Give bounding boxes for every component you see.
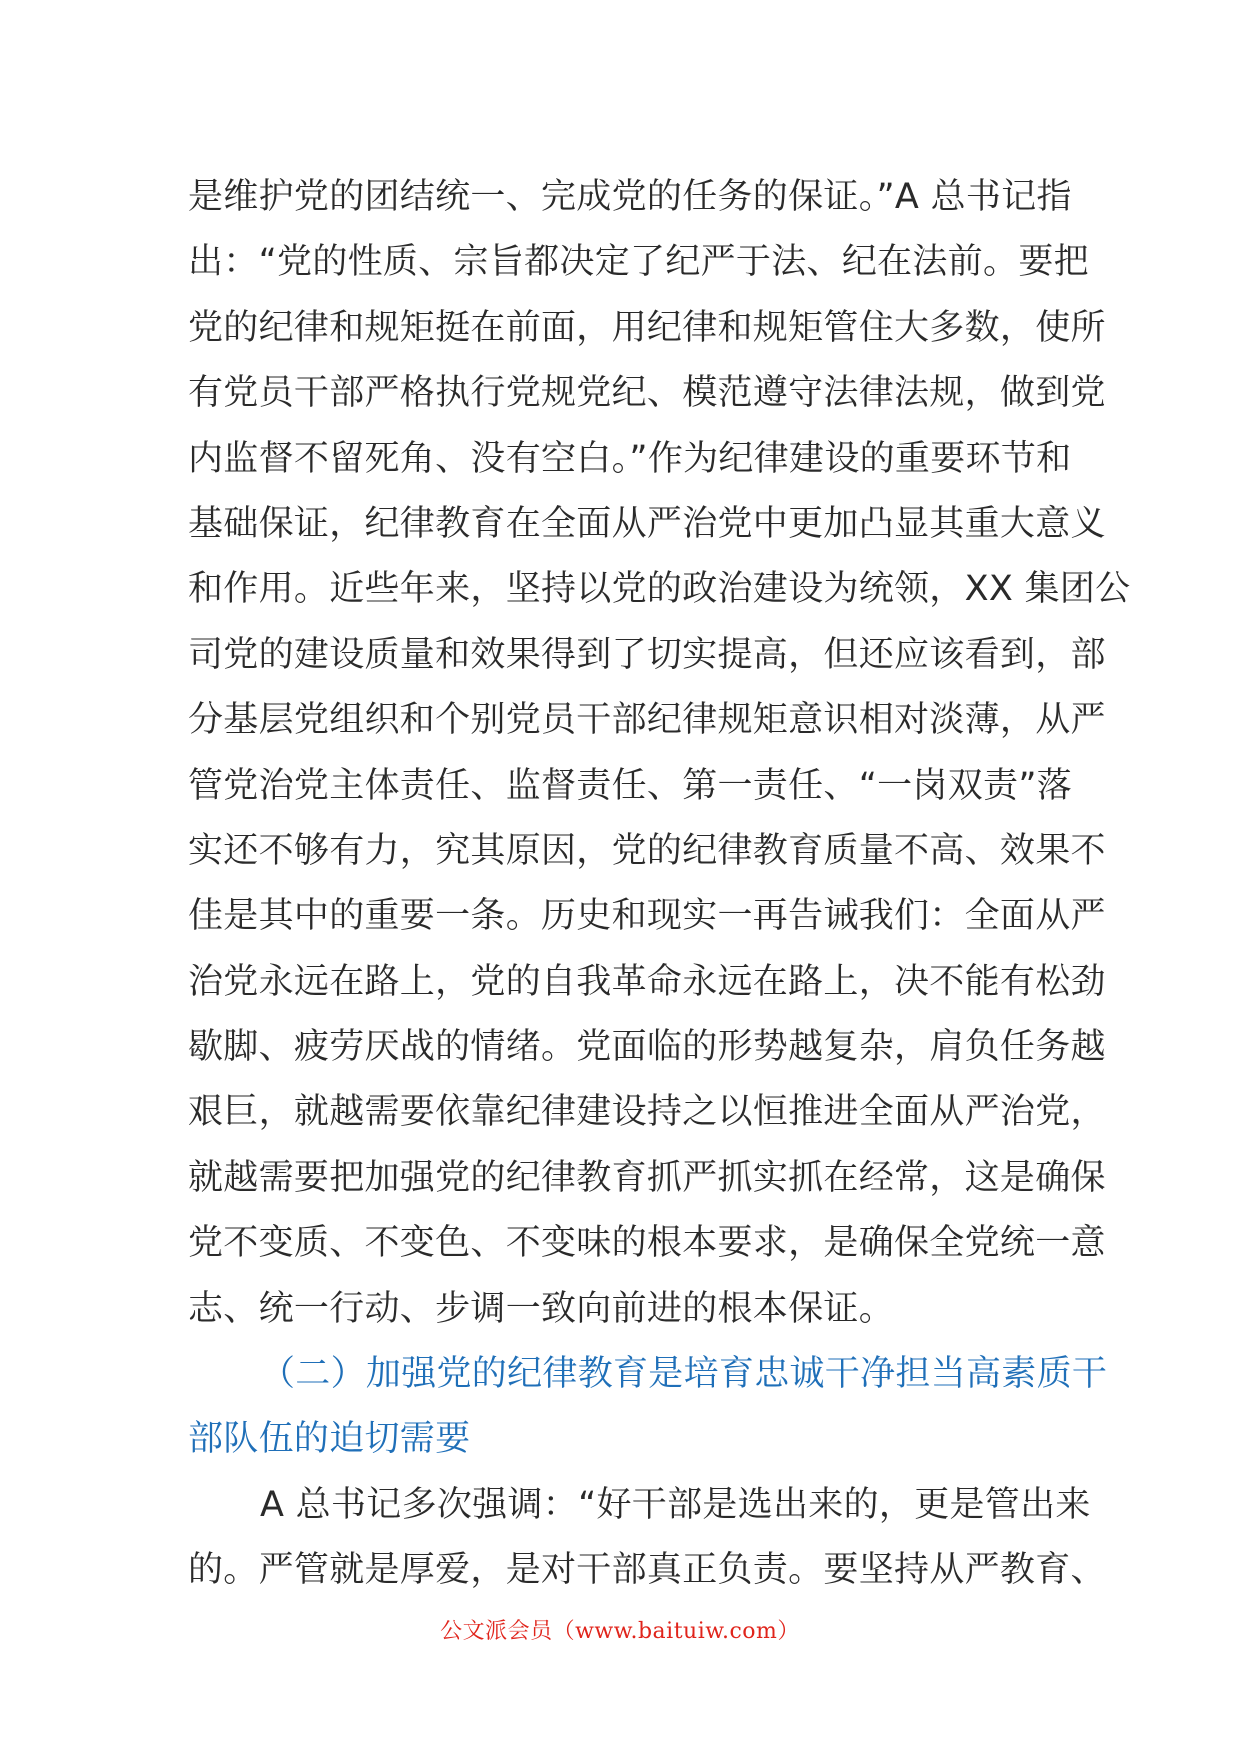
document-body <box>188 165 1131 1604</box>
body-line: 歇脚、疲劳厌战的情绪。党面临的形势越复杂，肩负任务越 <box>188 1027 1106 1068</box>
body-line: 司党的建设质量和效果得到了切实提高，但还应该看到，部 <box>188 634 1106 675</box>
body-line: 出：“党的性质、宗旨都决定了纪严于法、纪在法前。要把 <box>188 242 1089 283</box>
section-heading-line: （二）加强党的纪律教育是培育忠诚干净担当高素质干 <box>260 1354 1108 1395</box>
body-line: 实还不够有力，究其原因，党的纪律教育质量不高、效果不 <box>188 830 1106 871</box>
body-line: 分基层党组织和个别党员干部纪律规矩意识相对淡薄，从严 <box>188 700 1106 741</box>
footer-watermark: 公文派会员（www.baituiw.com） <box>440 1619 800 1644</box>
paragraph-line: A 总书记多次强调：“好干部是选出来的，更是管出来 <box>260 1484 1091 1525</box>
paragraph-line: 的。严管就是厚爱，是对干部真正负责。要坚持从严教育、 <box>188 1550 1106 1591</box>
section-heading-line: 部队伍的迫切需要 <box>188 1419 471 1460</box>
body-line: 治党永远在路上，党的自我革命永远在路上，决不能有松劲 <box>188 961 1106 1002</box>
body-line: 内监督不留死角、没有空白。”作为纪律建设的重要环节和 <box>188 438 1072 479</box>
body-line: 有党员干部严格执行党规党纪、模范遵守法律法规，做到党 <box>188 373 1106 414</box>
body-line: 是维护党的团结统一、完成党的任务的保证。”A 总书记指 <box>188 177 1072 217</box>
body-line: 佳是其中的重要一条。历史和现实一再告诫我们：全面从严 <box>188 896 1106 937</box>
body-line: 党的纪律和规矩挺在前面，用纪律和规矩管住大多数，使所 <box>188 307 1106 348</box>
body-line: 党不变质、不变色、不变味的根本要求，是确保全党统一意 <box>188 1223 1106 1264</box>
body-line: 和作用。近些年来，坚持以党的政治建设为统领，XX 集团公 <box>188 569 1131 610</box>
body-line: 管党治党主体责任、监督责任、第一责任、“一岗双责”落 <box>188 765 1073 806</box>
body-line: 志、统一行动、步调一致向前进的根本保证。 <box>188 1288 895 1329</box>
body-line: 艰巨，就越需要依靠纪律建设持之以恒推进全面从严治党， <box>188 1092 1106 1133</box>
body-line: 基础保证，纪律教育在全面从严治党中更加凸显其重大意义 <box>188 503 1106 544</box>
body-line: 就越需要把加强党的纪律教育抓严抓实抓在经常，这是确保 <box>188 1157 1106 1198</box>
